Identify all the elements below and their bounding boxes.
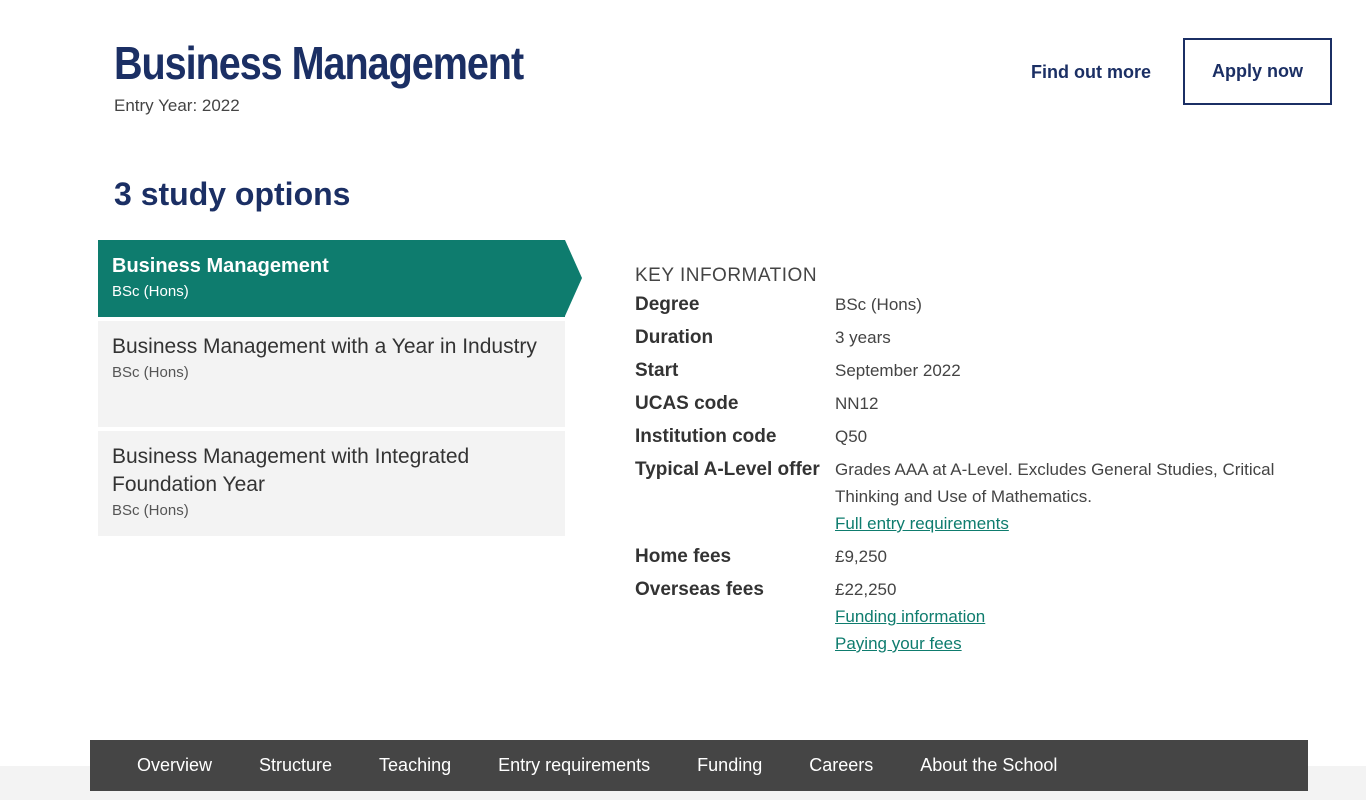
study-option-title: Business Management with Integrated Foundation Year	[112, 445, 470, 496]
key-information-heading: KEY INFORMATION	[635, 265, 818, 286]
nav-careers[interactable]: Careers	[809, 755, 874, 775]
key-information-panel	[635, 265, 1315, 663]
study-option-award: BSc (Hons)	[112, 364, 189, 381]
find-out-more-link[interactable]: Find out more	[1031, 62, 1151, 82]
info-value: NN12	[835, 394, 879, 413]
paying-your-fees-link[interactable]: Paying your fees	[835, 634, 962, 653]
apply-now-button[interactable]: Apply now	[1183, 38, 1332, 105]
info-row-ucas-code	[635, 390, 1315, 417]
entry-year: Entry Year: 2022	[114, 96, 240, 115]
overseas-fees-value: £22,250	[835, 580, 897, 599]
info-label: Overseas fees	[635, 579, 764, 600]
nav-funding[interactable]: Funding	[697, 755, 763, 775]
study-option-award: BSc (Hons)	[112, 283, 189, 300]
study-option-year-in-industry[interactable]	[98, 321, 565, 427]
info-value	[835, 456, 1315, 537]
study-option-award: BSc (Hons)	[112, 502, 189, 519]
full-entry-requirements-link[interactable]: Full entry requirements	[835, 514, 1009, 533]
info-row-a-level-offer	[635, 456, 1315, 537]
info-value: Q50	[835, 427, 868, 446]
offer-text: Grades AAA at A-Level. Excludes General Studies, Critical Thinking and Use of Mathematics.	[835, 460, 1275, 506]
info-label: Duration	[635, 327, 714, 348]
study-option-foundation-year[interactable]	[98, 431, 565, 536]
nav-entry-requirements[interactable]: Entry requirements	[498, 755, 651, 775]
nav-teaching[interactable]: Teaching	[379, 755, 452, 775]
nav-overview[interactable]: Overview	[137, 755, 213, 775]
info-value: 3 years	[835, 328, 891, 347]
info-row-duration	[635, 324, 1315, 351]
selected-option-arrow	[565, 240, 582, 316]
info-label: Institution code	[635, 426, 777, 447]
info-value: September 2022	[835, 361, 961, 380]
info-value	[835, 576, 1315, 657]
course-title: Business Management	[114, 37, 524, 89]
info-value: £9,250	[835, 547, 887, 566]
funding-information-link[interactable]: Funding information	[835, 607, 986, 626]
study-options-heading: 3 study options	[114, 176, 351, 212]
info-value: BSc (Hons)	[835, 295, 922, 314]
info-row-degree	[635, 291, 1315, 318]
info-row-home-fees	[635, 543, 1315, 570]
section-nav	[90, 740, 1308, 791]
info-label: Home fees	[635, 546, 732, 567]
info-label: Degree	[635, 294, 700, 315]
study-option-title: Business Management	[112, 255, 329, 277]
info-row-start	[635, 357, 1315, 384]
info-row-institution-code	[635, 423, 1315, 450]
info-label: Typical A-Level offer	[635, 459, 820, 480]
study-option-title: Business Management with a Year in Industry	[112, 335, 537, 358]
info-label: UCAS code	[635, 393, 739, 414]
info-label: Start	[635, 360, 679, 381]
study-option-business-management[interactable]	[98, 240, 565, 317]
info-row-overseas-fees	[635, 576, 1315, 657]
nav-about-the-school[interactable]: About the School	[920, 755, 1058, 775]
nav-structure[interactable]: Structure	[259, 755, 333, 775]
